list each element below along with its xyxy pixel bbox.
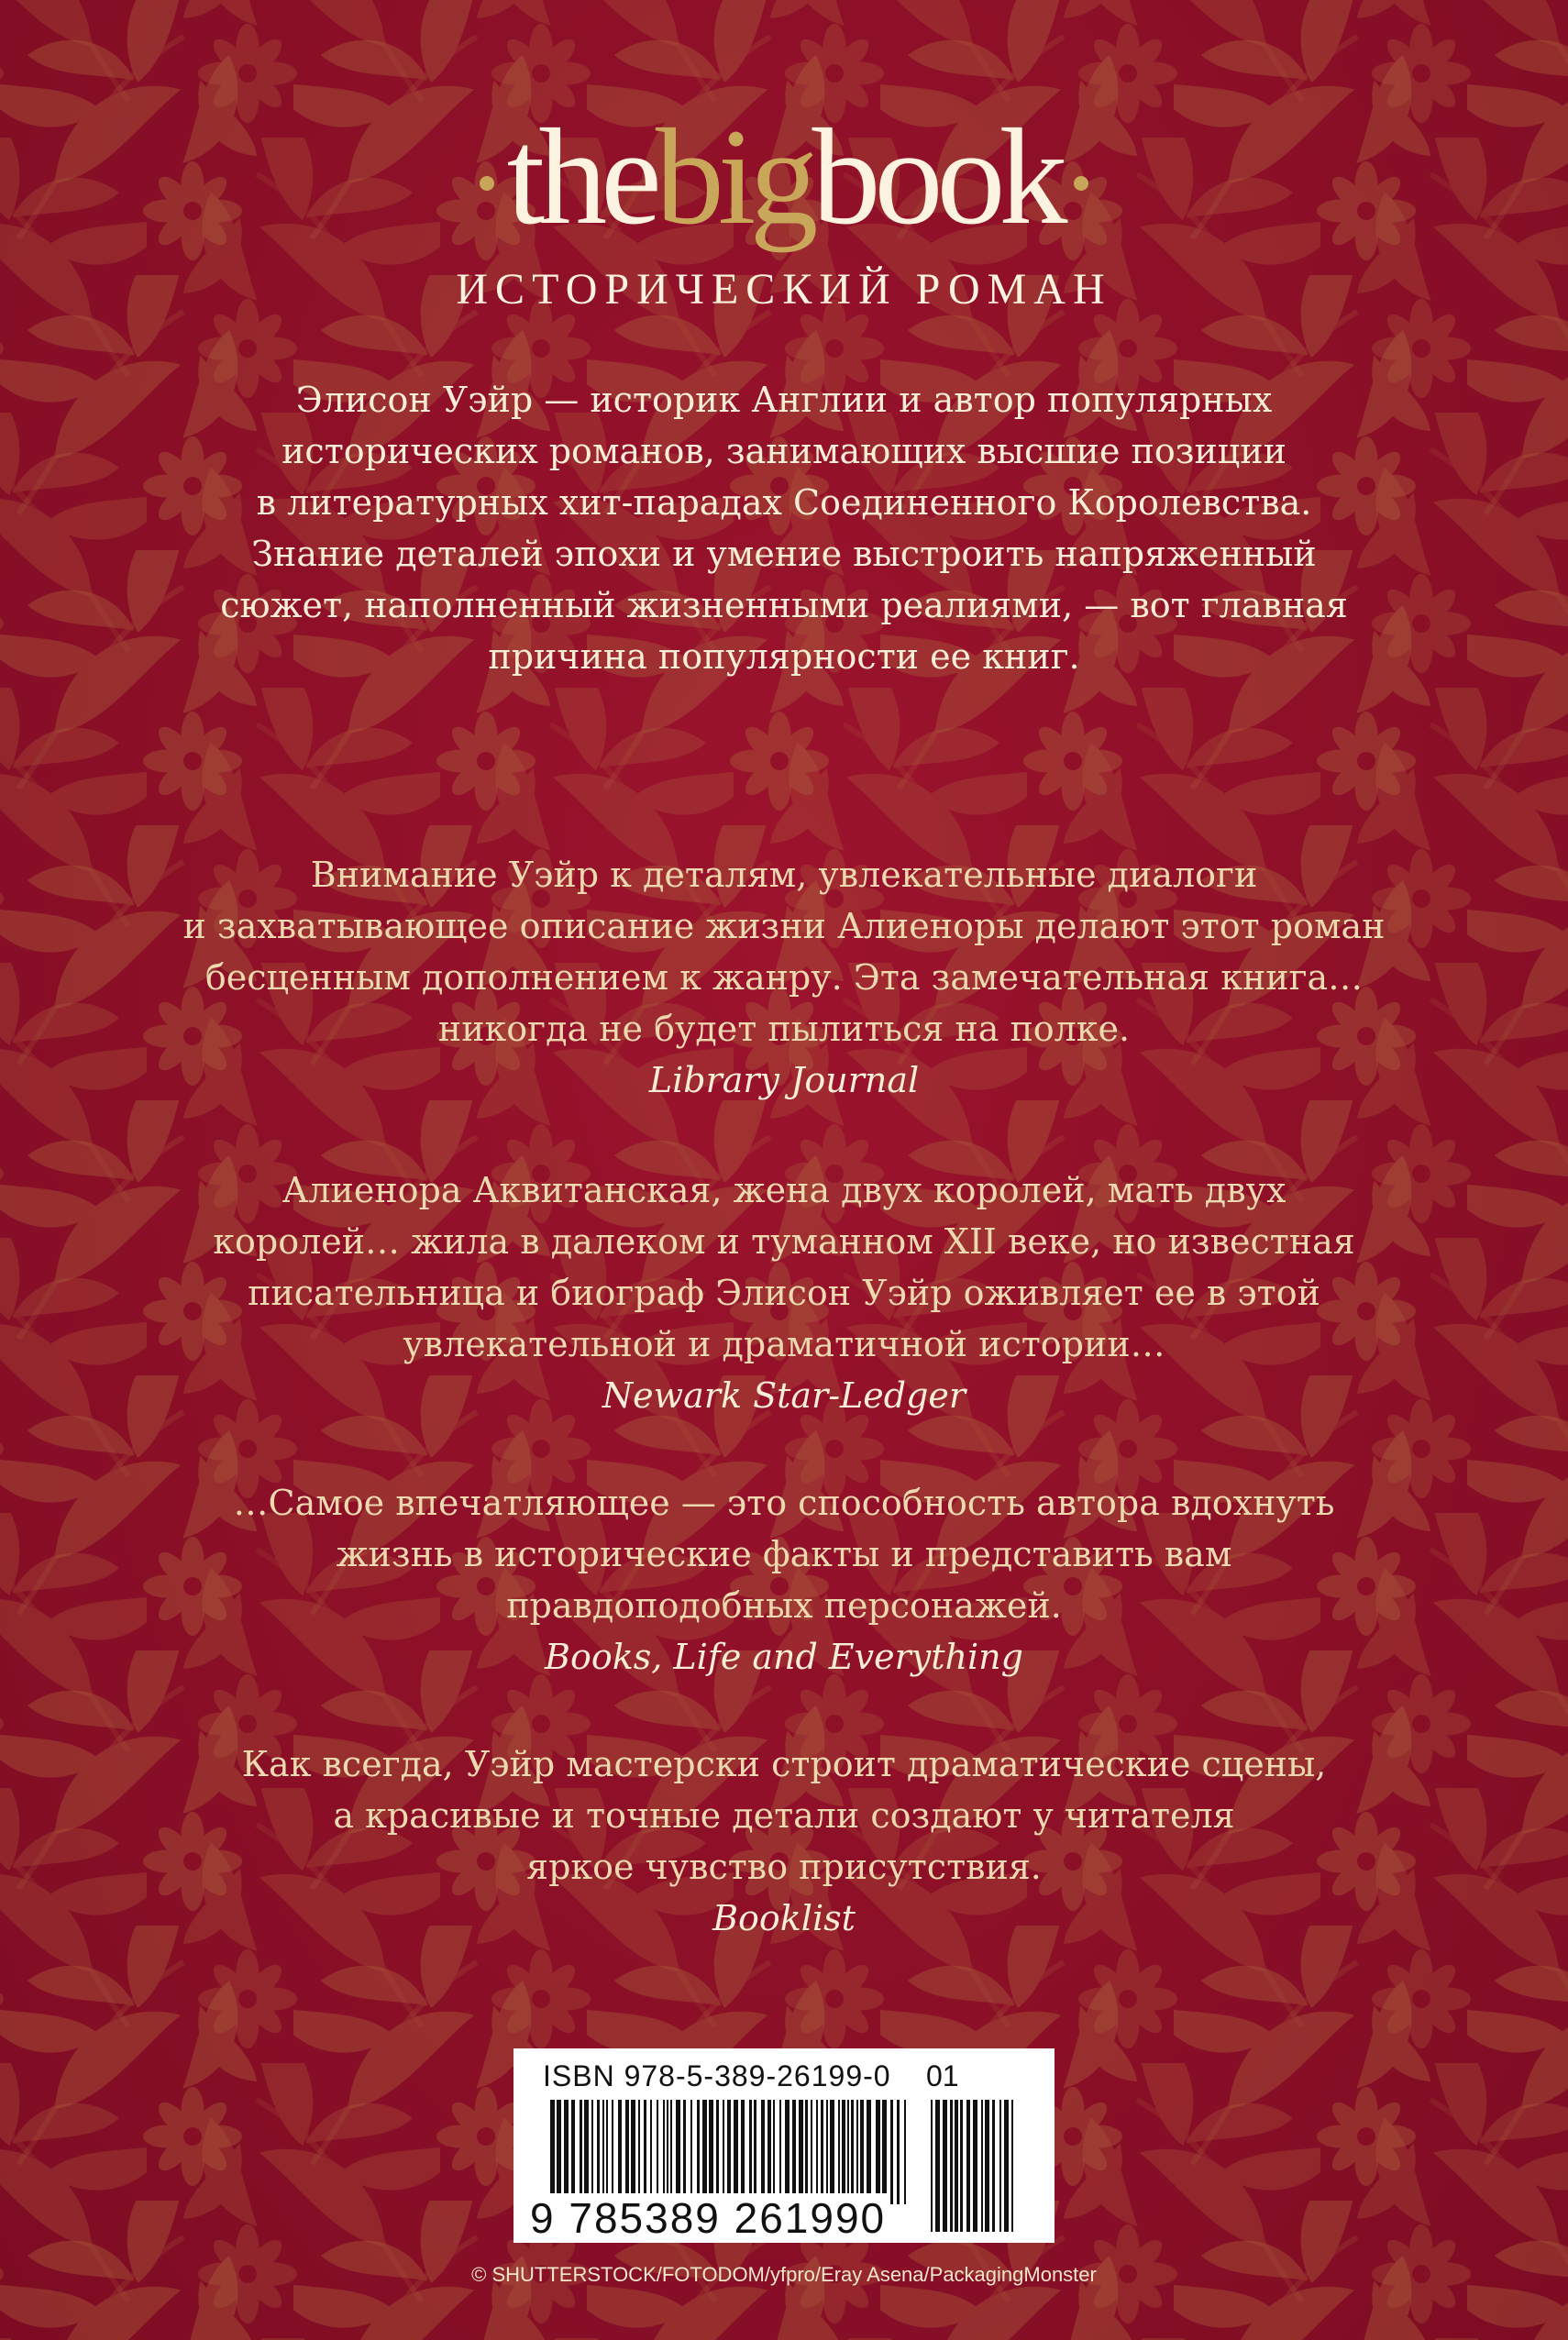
main-bar-38 — [785, 2100, 790, 2204]
main-bar-34 — [761, 2100, 765, 2204]
review-1-text: Внимание Уэйр к деталям, увлекательные диалоги и захватывающее описание жизни Алиеноры делают этот роман бесценным дополнением к жанру. Эта замечательная книга… никогда не будет пылиться на полке. — [182, 855, 1386, 1049]
logo-dot-right — [1074, 176, 1088, 191]
addon-bar-0 — [931, 2100, 933, 2232]
main-bar-58 — [904, 2100, 906, 2204]
main-bar-3 — [571, 2100, 575, 2204]
main-bar-6 — [591, 2100, 593, 2204]
barcode-digits: 9 785389 261990 — [526, 2193, 889, 2243]
addon-bar-2 — [943, 2100, 947, 2232]
main-bar-47 — [838, 2100, 840, 2204]
author-annotation: Элисон Уэйр — историк Англии и автор популярных исторических романов, занимающих высшие позиции в литературных хит-парадах Соединенного Королевства. Знание деталей эпохи и умение выстроить напряженный сюжет, наполненный жизненными реалиями, — вот главная причина популярности ее книг. — [220, 380, 1348, 677]
image-credit: © SHUTTERSTOCK/FOTODOM/yfpro/Eray Asena/PackagingMonster — [471, 2263, 1097, 2286]
addon-bar-1 — [935, 2100, 940, 2232]
main-bar-27 — [716, 2100, 719, 2204]
main-bar-23 — [690, 2100, 692, 2204]
main-bar-51 — [856, 2100, 858, 2204]
main-bar-13 — [631, 2100, 635, 2204]
main-bar-46 — [830, 2100, 834, 2204]
main-bar-55 — [882, 2100, 887, 2204]
main-bar-57 — [897, 2100, 900, 2204]
main-bar-43 — [816, 2100, 818, 2204]
main-bar-20 — [670, 2100, 672, 2204]
main-bar-41 — [805, 2100, 808, 2204]
main-bar-50 — [851, 2100, 854, 2204]
isbn-barcode — [513, 2048, 1055, 2243]
logo-dot-left — [480, 176, 494, 191]
publisher-logo — [0, 101, 1568, 253]
main-bar-52 — [860, 2100, 864, 2204]
review-3-source: Books, Life and Everything — [545, 1637, 1023, 1677]
main-bar-5 — [584, 2100, 589, 2204]
addon-bar-11 — [999, 2100, 1001, 2232]
main-bar-32 — [749, 2100, 752, 2204]
main-bar-35 — [767, 2100, 771, 2204]
main-bar-44 — [821, 2100, 823, 2204]
addon-bar-13 — [1011, 2100, 1013, 2232]
main-bar-42 — [811, 2100, 812, 2204]
addon-bar-5 — [960, 2100, 963, 2232]
main-bar-11 — [618, 2100, 622, 2204]
review-1 — [138, 798, 1430, 1157]
main-bar-12 — [625, 2100, 629, 2204]
main-bar-48 — [842, 2100, 845, 2204]
main-bar-28 — [723, 2100, 724, 2204]
main-bar-25 — [702, 2100, 707, 2204]
logo-book: book — [812, 101, 1062, 253]
main-bar-9 — [606, 2100, 608, 2204]
review-1-source: Library Journal — [648, 1060, 920, 1100]
review-4-text: Как всегда, Уэйр мастерски строит драматические сцены, а красивые и точные детали создают у читателя яркое чувство присутствия. — [241, 1744, 1327, 1887]
review-4 — [138, 1687, 1430, 1995]
main-bar-0 — [550, 2100, 555, 2204]
main-bar-22 — [683, 2100, 686, 2204]
review-2-text: Алиенора Аквитанская, жена двух королей, мать двух королей… жила в далеком и туманном XII веке, но известная писательница и биограф Элисон Уэйр оживляет ее в этой увлекательной и драматичной истории… — [213, 1170, 1355, 1364]
main-bar-21 — [676, 2100, 680, 2204]
main-bar-8 — [602, 2100, 604, 2204]
addon-bar-6 — [966, 2100, 970, 2232]
main-bar-7 — [597, 2100, 600, 2204]
main-bar-18 — [663, 2100, 665, 2204]
review-2-source: Newark Star-Ledger — [602, 1375, 966, 1416]
main-bar-39 — [792, 2100, 796, 2204]
main-bar-4 — [580, 2100, 582, 2204]
addon-bar-10 — [992, 2100, 995, 2232]
addon-bar-3 — [950, 2100, 953, 2232]
main-bar-54 — [876, 2100, 880, 2204]
main-bar-17 — [657, 2100, 658, 2204]
main-bar-15 — [644, 2100, 646, 2204]
main-bar-40 — [799, 2100, 803, 2204]
main-bar-1 — [557, 2100, 561, 2204]
main-bar-33 — [754, 2100, 756, 2204]
main-bar-30 — [734, 2100, 738, 2204]
review-4-source: Booklist — [712, 1898, 856, 1938]
review-3-text: …Самое впечатляющее — это способность автора вдохнуть жизнь в исторические факты и представить вам правдоподобных персонажей. — [233, 1483, 1335, 1626]
main-bar-14 — [638, 2100, 640, 2204]
main-bar-53 — [867, 2100, 871, 2204]
addon-bar-12 — [1004, 2100, 1009, 2232]
logo-big: big — [655, 101, 812, 253]
addon-bar-9 — [985, 2100, 989, 2232]
main-bar-36 — [773, 2100, 775, 2204]
review-2 — [138, 1113, 1430, 1473]
series-title: ИСТОРИЧЕСКИЙ РОМАН — [456, 265, 1112, 314]
main-bar-37 — [779, 2100, 781, 2204]
main-bar-45 — [826, 2100, 828, 2204]
isbn-label: ISBN 978-5-389-26199-0 — [543, 2059, 891, 2092]
main-bar-29 — [727, 2100, 731, 2204]
main-bar-19 — [667, 2100, 668, 2204]
main-bar-56 — [890, 2100, 893, 2204]
addon-bar-7 — [973, 2100, 977, 2232]
addon-bar-4 — [955, 2100, 958, 2232]
main-bar-10 — [612, 2100, 613, 2204]
main-bar-16 — [650, 2100, 652, 2204]
addon-bar-8 — [981, 2100, 983, 2232]
isbn-addon: 01 — [926, 2059, 959, 2092]
main-bar-26 — [709, 2100, 713, 2204]
main-bar-2 — [564, 2100, 569, 2204]
main-bar-49 — [847, 2100, 849, 2204]
main-bar-24 — [697, 2100, 700, 2204]
logo-the: the — [506, 101, 656, 253]
main-bar-31 — [741, 2100, 745, 2204]
